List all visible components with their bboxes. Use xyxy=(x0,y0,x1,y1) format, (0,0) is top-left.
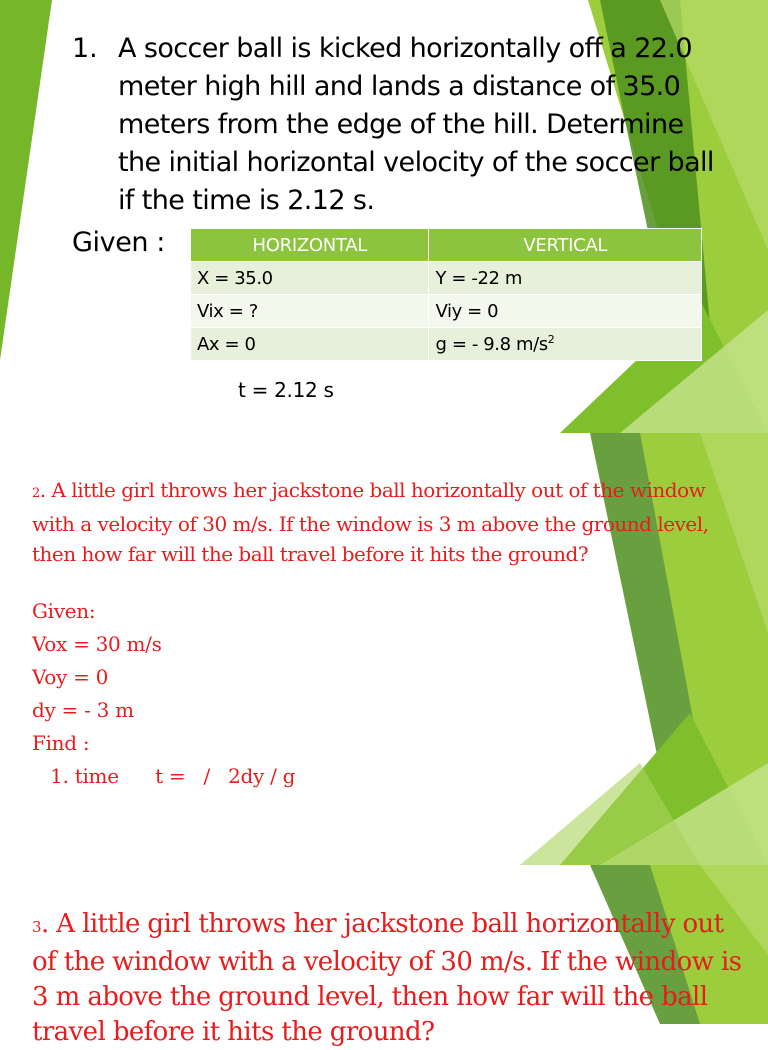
question-2-text xyxy=(32,475,732,569)
question-1-text: A soccer ball is kicked horizontally off a 22.0 meter high hill and lands a distance of 35.0 meters from the edge of the hill. Determine the initial horizontal velocity of the soccer ball if the time is 2.12 s. xyxy=(118,33,714,216)
gravity-exponent: 2 xyxy=(547,333,555,346)
table-cell: Y = -22 m xyxy=(429,262,702,295)
question-3-text xyxy=(32,907,752,1050)
question-3-number: 3 xyxy=(32,918,41,936)
slide-1 xyxy=(0,0,768,433)
table-cell: Vix = ? xyxy=(191,295,429,328)
given-label: Given : xyxy=(72,227,166,258)
given-table-header-row xyxy=(191,229,702,262)
table-row xyxy=(191,328,702,361)
vox-value: Vox = 30 m/s xyxy=(32,632,162,656)
header-horizontal: HORIZONTAL xyxy=(191,229,429,262)
time-value: t = 2.12 s xyxy=(238,378,334,402)
table-cell: X = 35.0 xyxy=(191,262,429,295)
find-label: Find : xyxy=(32,731,90,755)
given-label-2: Given: xyxy=(32,599,96,623)
slide-2 xyxy=(0,433,768,865)
table-cell: Ax = 0 xyxy=(191,328,429,361)
table-cell: Viy = 0 xyxy=(429,295,702,328)
question-2-body: . A little girl throws her jackstone ball horizontally out of the window with a velocity of 30 m/s. If the window is 3 m above the ground level, then how far will the ball travel before it hits the ground? xyxy=(32,478,709,566)
given-table xyxy=(190,228,702,361)
table-cell-gravity xyxy=(429,328,702,361)
dy-value: dy = - 3 m xyxy=(32,698,134,722)
table-row xyxy=(191,262,702,295)
time-formula: 1. time t = / 2dy / g xyxy=(32,764,296,788)
question-2-number: 2 xyxy=(32,486,40,501)
slide-3 xyxy=(0,865,768,1047)
voy-value: Voy = 0 xyxy=(32,665,109,689)
header-vertical: VERTICAL xyxy=(429,229,702,262)
question-1-number: 1. xyxy=(72,33,98,64)
question-3-body: . A little girl throws her jackstone ball horizontally out of the window with a velocity of 30 m/s. If the window is 3 m above the ground level, then how far will the ball travel before it hits the ground? xyxy=(32,909,742,1047)
table-row xyxy=(191,295,702,328)
gravity-value: g = - 9.8 m/s xyxy=(435,334,548,355)
